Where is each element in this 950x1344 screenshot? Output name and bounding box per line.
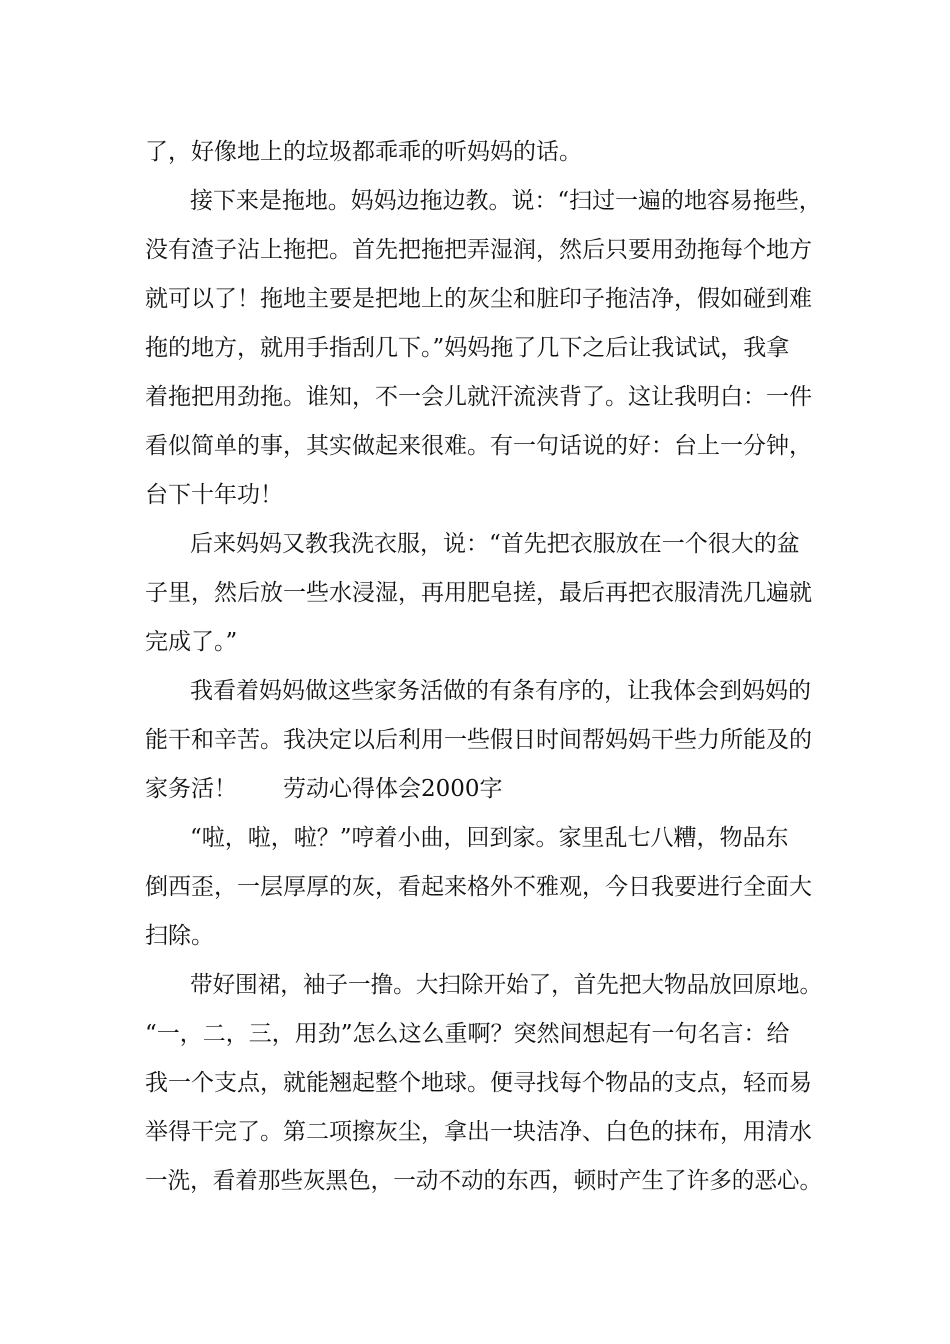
text-line: 我一个支点，就能翘起整个地球。便寻找每个物品的支点，轻而易 <box>145 1070 812 1096</box>
text-line: 家务活！ 劳动心得体会2000字 <box>145 776 503 802</box>
text-line: 带好围裙，袖子一撸。大扫除开始了，首先把大物品放回原地。 <box>190 972 823 998</box>
text-line: 台下十年功！ <box>145 482 283 508</box>
text-line: 完成了。” <box>145 629 238 655</box>
text-line: 一洗，看着那些灰黑色，一动不动的东西，顿时产生了许多的恶心。 <box>145 1168 823 1194</box>
text-line: 举得干完了。第二项擦灰尘，拿出一块洁净、白色的抹布，用清水 <box>145 1119 812 1145</box>
text-line: 没有渣子沾上拖把。首先把拖把弄湿润，然后只要用劲拖每个地方 <box>145 237 812 263</box>
text-line: 接下来是拖地。妈妈边拖边教。说：“扫过一遍的地容易拖些， <box>190 188 822 214</box>
text-line: 能干和辛苦。我决定以后利用一些假日时间帮妈妈干些力所能及的 <box>145 727 812 753</box>
text-line: 着拖把用劲拖。谁知，不一会儿就汗流浃背了。这让我明白：一件 <box>145 384 812 410</box>
text-line: 后来妈妈又教我洗衣服，说：“首先把衣服放在一个很大的盆 <box>190 531 800 557</box>
text-line: 我看着妈妈做这些家务活做的有条有序的，让我体会到妈妈的 <box>190 678 811 704</box>
text-line: “一，二，三，用劲”怎么这么重啊？突然间想起有一句名言：给 <box>145 1021 790 1047</box>
text-line: “啦，啦，啦？”哼着小曲，回到家。家里乱七八糟，物品东 <box>190 825 789 851</box>
text-line: 拖的地方，就用手指刮几下。”妈妈拖了几下之后让我试试，我拿 <box>145 335 790 361</box>
text-line: 了，好像地上的垃圾都乖乖的听妈妈的话。 <box>145 139 582 165</box>
text-line: 倒西歪，一层厚厚的灰，看起来格外不雅观，今日我要进行全面大 <box>145 874 812 900</box>
text-line: 子里，然后放一些水浸湿，再用肥皂搓，最后再把衣服清洗几遍就 <box>145 580 812 606</box>
text-line: 看似简单的事，其实做起来很难。有一句话说的好：台上一分钟， <box>145 433 812 459</box>
text-line: 就可以了！拖地主要是把地上的灰尘和脏印子拖洁净，假如碰到难 <box>145 286 812 312</box>
text-line: 扫除。 <box>145 923 214 949</box>
